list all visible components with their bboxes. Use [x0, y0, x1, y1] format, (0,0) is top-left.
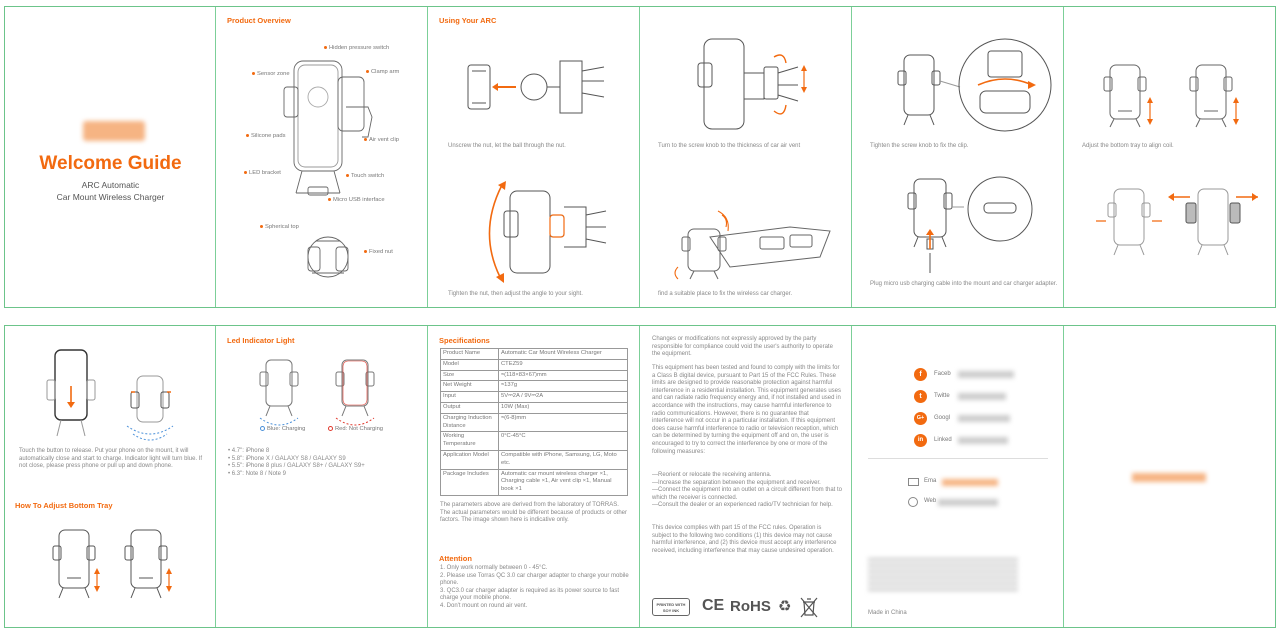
- fcc-paragraph-1: Changes or modifications not expressly approved by the party responsible for compliance could void the user's authority to operate the equipment.: [652, 336, 833, 358]
- using-step-5: Tighten the screw knob to fix the clip.: [870, 143, 969, 149]
- google-plus-handle: [958, 415, 1010, 422]
- product-overview-heading: Product Overview: [227, 16, 291, 25]
- specs-panel: [428, 326, 640, 627]
- specs-table: [440, 348, 628, 496]
- adjust-angle-illustration: [478, 177, 628, 287]
- brand-logo: [83, 121, 145, 141]
- tray-align-illustration-1: [1098, 59, 1258, 134]
- contact-panel: f Faceb t Twitte G+ Googl in Linked Ema Web Made in China: [852, 326, 1064, 627]
- using-step-6: Plug micro usb charging cable into the mount and car charger adapter.: [870, 281, 1058, 287]
- spec-row: Application Model Compatible with iPhone, Samsung, LG, Moto etc.: [441, 450, 628, 469]
- release-panel: [5, 326, 216, 627]
- bottom-sheet: [4, 325, 1276, 628]
- fcc-paragraph-2: This equipment has been tested and found to comply with the limits for a Class B digital device, pursuant to Part 15 of the FCC Rules. These limits are designed to provide reasonable protection against harmful interference in a residential installation. This equipment generates uses and can radiate radio frequency energy and, if not installed and used in accordance with the instructions, may cause harmful interference to radio communications. However, there is no guarantee that interference will not occur in a particular installation. If this equipment does cause harmful interference to radio or television reception, which can be determined by turning the equipment off and on, the user is encouraged to try to correct the interference by one or more of the following measures:: [652, 365, 841, 455]
- adjust-tray-illustration: [49, 526, 189, 606]
- cover-title: Welcome Guide: [39, 153, 182, 174]
- fcc-paragraph-3: —Reorient or relocate the receiving antenna. —Increase the separation between the equipment and receiver. —Connect the equipment into an outlet on a circuit different from that to which the receiver is connected. —Consult the dealer or an experienced radio/TV technician for help.: [652, 472, 842, 509]
- spec-row: Model CTEZ59: [441, 359, 628, 370]
- using-step-2: Tighten the nut, then adjust the angle to your sight.: [448, 291, 583, 297]
- using-step-1: Unscrew the nut, let the ball through the nut.: [448, 143, 566, 149]
- cover-subtitle-2: Car Mount Wireless Charger: [56, 192, 165, 202]
- using-step-3: Turn to the screw knob to the thickness of car air vent: [658, 143, 801, 149]
- compliance-marks: [652, 596, 842, 620]
- attention-item: 3. QC3.0 car charger adapter is required as its power source to fast charge your mobile phone.: [440, 587, 620, 602]
- top-sheet: [4, 6, 1276, 308]
- attention-item: 1. Only work normally between 0 - 45°C.: [440, 565, 548, 571]
- phone-size-item: • 5.5": iPhone 8 plus / GALAXY S8+ / GALAXY S9+: [228, 463, 365, 470]
- phone-size-item: • 5.8": iPhone X / GALAXY S8 / GALAXY S9: [228, 455, 346, 462]
- using-panel-1: [428, 7, 640, 307]
- using-step-4: find a suitable place to fix the wireless car charger.: [658, 291, 793, 297]
- tighten-knob-illustration: [880, 45, 1060, 135]
- attention-item: 4. Don't mount on round air vent.: [440, 602, 528, 609]
- release-phone-illustration: [41, 346, 201, 446]
- made-in: Made in China: [868, 610, 907, 616]
- phone-size-list: [228, 448, 418, 478]
- facebook-handle: [958, 371, 1014, 378]
- facebook-icon: f: [914, 368, 927, 381]
- divider: [868, 458, 1048, 459]
- spec-row: Size ≈(118×83×67)mm: [441, 370, 628, 381]
- led-blue-label: Blue: Charging: [260, 426, 305, 432]
- label-hidden-pressure-switch: Hidden pressure switch: [324, 45, 389, 51]
- led-illustration: [256, 356, 396, 426]
- specs-heading: Specifications: [439, 336, 490, 345]
- label-micro-usb-interface: Micro USB interface: [328, 197, 385, 203]
- globe-icon: [908, 497, 918, 507]
- phone-size-item: • 6.3": Note 8 / Note 9: [228, 470, 286, 477]
- spec-row: Product Name Automatic Car Mount Wireless Charger: [441, 349, 628, 360]
- soy-ink-mark: PRINTED WITH SOY INK: [652, 598, 690, 616]
- led-heading: Led Indicator Light: [227, 336, 295, 345]
- tray-align-illustration-2: [1094, 183, 1264, 263]
- spec-row: Output 10W (Max): [441, 402, 628, 413]
- twitter-icon: t: [914, 390, 927, 403]
- label-silicone-pads: Silicone pads: [246, 133, 285, 139]
- company-address: [868, 558, 1018, 594]
- car-dashboard-illustration: [670, 207, 840, 287]
- fcc-panel: [640, 326, 852, 627]
- cover-panel: [5, 7, 216, 307]
- back-cover-panel: [1064, 326, 1277, 627]
- cover-subtitle-1: ARC Automatic: [81, 180, 140, 190]
- led-red-label: Red: Not Charging: [328, 426, 383, 432]
- specs-note: The parameters above are derived from the laboratory of TORRAS. The actual parameters would be different because of products or other factors. The image shown here is indicative only.: [440, 502, 627, 524]
- spec-row: Charging Induction Distance ≈(6-8)mm: [441, 413, 628, 432]
- fcc-paragraph-4: This device complies with part 15 of the FCC rules. Operation is subject to the following two conditions (1) this device may not cause harmful interference, and (2) this device must accept any interference received, including interference that may cause undesired operation.: [652, 525, 837, 554]
- using-panel-2: [640, 7, 852, 307]
- unscrew-nut-illustration: [464, 51, 614, 121]
- email-address: [942, 479, 998, 486]
- using-panel-4: [1064, 7, 1277, 307]
- phone-size-item: • 4.7": iPhone 8: [228, 448, 270, 454]
- product-overview-panel: [216, 7, 428, 307]
- screw-knob-illustration: [694, 29, 814, 139]
- recycle-icon: ♻: [778, 598, 792, 615]
- weee-bin-icon: [800, 596, 818, 623]
- label-clamp-arm: Clamp arm: [366, 69, 399, 75]
- spec-row: Package Includes Automatic car mount wireless charger ×1, Charging cable ×1, Air vent clip ×1, Manual book ×1: [441, 469, 628, 495]
- label-air-vent-clip: Air vent clip: [364, 137, 399, 143]
- attention-list: [440, 565, 630, 611]
- ce-mark: CE: [702, 597, 725, 614]
- spec-row: Net Weight ≈137g: [441, 381, 628, 392]
- back-cover-brand: [1132, 473, 1206, 482]
- twitter-handle: [958, 393, 1006, 400]
- label-sensor-zone: Sensor zone: [252, 71, 290, 77]
- attention-item: 2. Please use Torras QC 3.0 car charger adapter to charge your mobile phone.: [440, 572, 629, 587]
- email-icon: [908, 478, 919, 486]
- linkedin-handle: [958, 437, 1008, 444]
- rohs-mark: RoHS: [730, 598, 771, 615]
- label-led-bracket: LED bracket: [244, 170, 281, 176]
- label-touch-switch: Touch switch: [346, 173, 384, 179]
- website-url: [938, 499, 998, 506]
- attention-heading: Attention: [439, 554, 472, 563]
- label-spherical-top: Spherical top: [260, 224, 299, 230]
- adjust-tray-heading: How To Adjust Bottom Tray: [15, 501, 113, 510]
- using-step-7: Adjust the bottom tray to align coil.: [1082, 143, 1174, 149]
- using-panel-3: [852, 7, 1064, 307]
- plug-usb-illustration: [902, 173, 1062, 283]
- led-panel: [216, 326, 428, 627]
- using-heading: Using Your ARC: [439, 16, 497, 25]
- release-text: Touch the button to release. Put your phone on the mount, it will automatically close and start to charge. Indicator light will turn blue. If not close, please press phone or pull up and down phone.: [19, 448, 203, 470]
- ball-joint-illustration: [298, 229, 368, 289]
- spec-row: Working Temperature 0°C-45°C: [441, 432, 628, 451]
- linkedin-icon: in: [914, 434, 927, 447]
- spec-row: Input 5V⎓2A / 9V⎓2A: [441, 392, 628, 403]
- google-plus-icon: G+: [914, 412, 927, 425]
- label-fixed-nut: Fixed nut: [364, 249, 393, 255]
